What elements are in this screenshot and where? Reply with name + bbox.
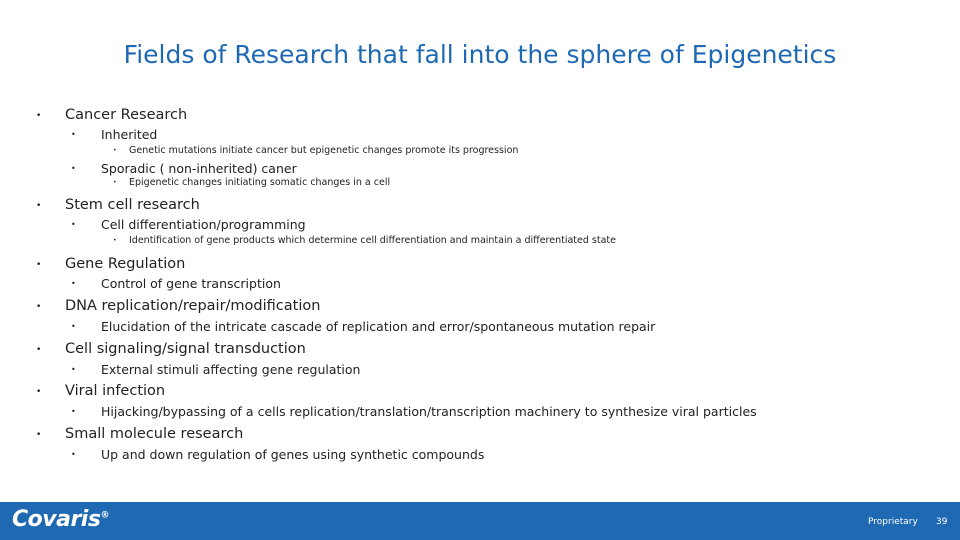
list-item-label: Gene Regulation	[65, 256, 186, 272]
list-item-label: Elucidation of the intricate cascade of replication and error/spontaneous mutation repair	[101, 319, 656, 334]
list-item-cell-signaling	[36, 341, 306, 357]
bullet: •	[36, 430, 42, 440]
bullet: •	[71, 220, 76, 229]
bullet: •	[36, 345, 42, 355]
list-item-cancer-research	[36, 107, 188, 123]
list-item-label: DNA replication/repair/modification	[65, 298, 321, 314]
list-item-stem-cell-research	[36, 197, 200, 213]
list-item-label: Cell differentiation/programming	[101, 217, 306, 232]
list-item-label: Sporadic ( non-inherited) caner	[101, 161, 297, 176]
list-item-label: Epigenetic changes initiating somatic changes in a cell	[129, 177, 391, 188]
list-item-label: Small molecule research	[65, 426, 244, 442]
bullet: •	[36, 260, 42, 270]
bullet: •	[113, 237, 117, 244]
bullet: •	[71, 322, 76, 331]
list-item-gene-regulation	[36, 256, 186, 272]
list-item-label: Cell signaling/signal transduction	[65, 341, 306, 357]
list-item-up-down-regulation	[71, 447, 485, 462]
list-item-label: Genetic mutations initiate cancer but epigenetic changes promote its progression	[129, 145, 519, 156]
list-item-label: Inherited	[101, 127, 158, 142]
bullet: •	[113, 179, 117, 186]
bullet: •	[71, 279, 76, 288]
bullet: •	[71, 407, 76, 416]
proprietary-label: Proprietary	[868, 517, 918, 527]
bullet: •	[36, 387, 42, 397]
list-item-dna-replication	[36, 298, 321, 314]
list-item-label: External stimuli affecting gene regulation	[101, 362, 361, 377]
list-item-label: Stem cell research	[65, 197, 200, 213]
list-item-cell-differentiation	[71, 217, 306, 232]
bullet: •	[71, 164, 76, 173]
list-item-label: Cancer Research	[65, 107, 188, 123]
list-item-control-transcription	[71, 276, 281, 291]
page-number: 39	[936, 517, 948, 527]
bullet: •	[71, 130, 76, 139]
list-item-label: Hijacking/bypassing of a cells replication/translation/transcription machinery to synthesize viral particles	[101, 404, 757, 419]
bullet: •	[36, 201, 42, 211]
list-item-epigenetic-changes	[113, 177, 391, 188]
bullet: •	[36, 302, 42, 312]
footer-bar	[0, 502, 960, 540]
list-item-sporadic	[71, 161, 297, 176]
list-item-genetic-mutations	[113, 145, 519, 156]
list-item-label: Identification of gene products which determine cell differentiation and maintain a differentiated state	[129, 235, 616, 246]
bullet: •	[71, 365, 76, 374]
bullet: •	[36, 111, 42, 121]
list-item-small-molecule	[36, 426, 244, 442]
list-item-identification	[113, 235, 616, 246]
list-item-label: Control of gene transcription	[101, 276, 281, 291]
list-item-hijacking	[71, 404, 757, 419]
list-item-inherited	[71, 127, 158, 142]
list-item-elucidation	[71, 319, 656, 334]
list-item-viral-infection	[36, 383, 166, 399]
bullet: •	[71, 450, 76, 459]
bullet: •	[113, 147, 117, 154]
list-item-external-stimuli	[71, 362, 361, 377]
slide-title: Fields of Research that fall into the sphere of Epigenetics	[123, 40, 837, 69]
list-item-label: Up and down regulation of genes using synthetic compounds	[101, 447, 485, 462]
list-item-label: Viral infection	[65, 383, 166, 399]
covaris-logo: Covaris®	[12, 507, 109, 532]
